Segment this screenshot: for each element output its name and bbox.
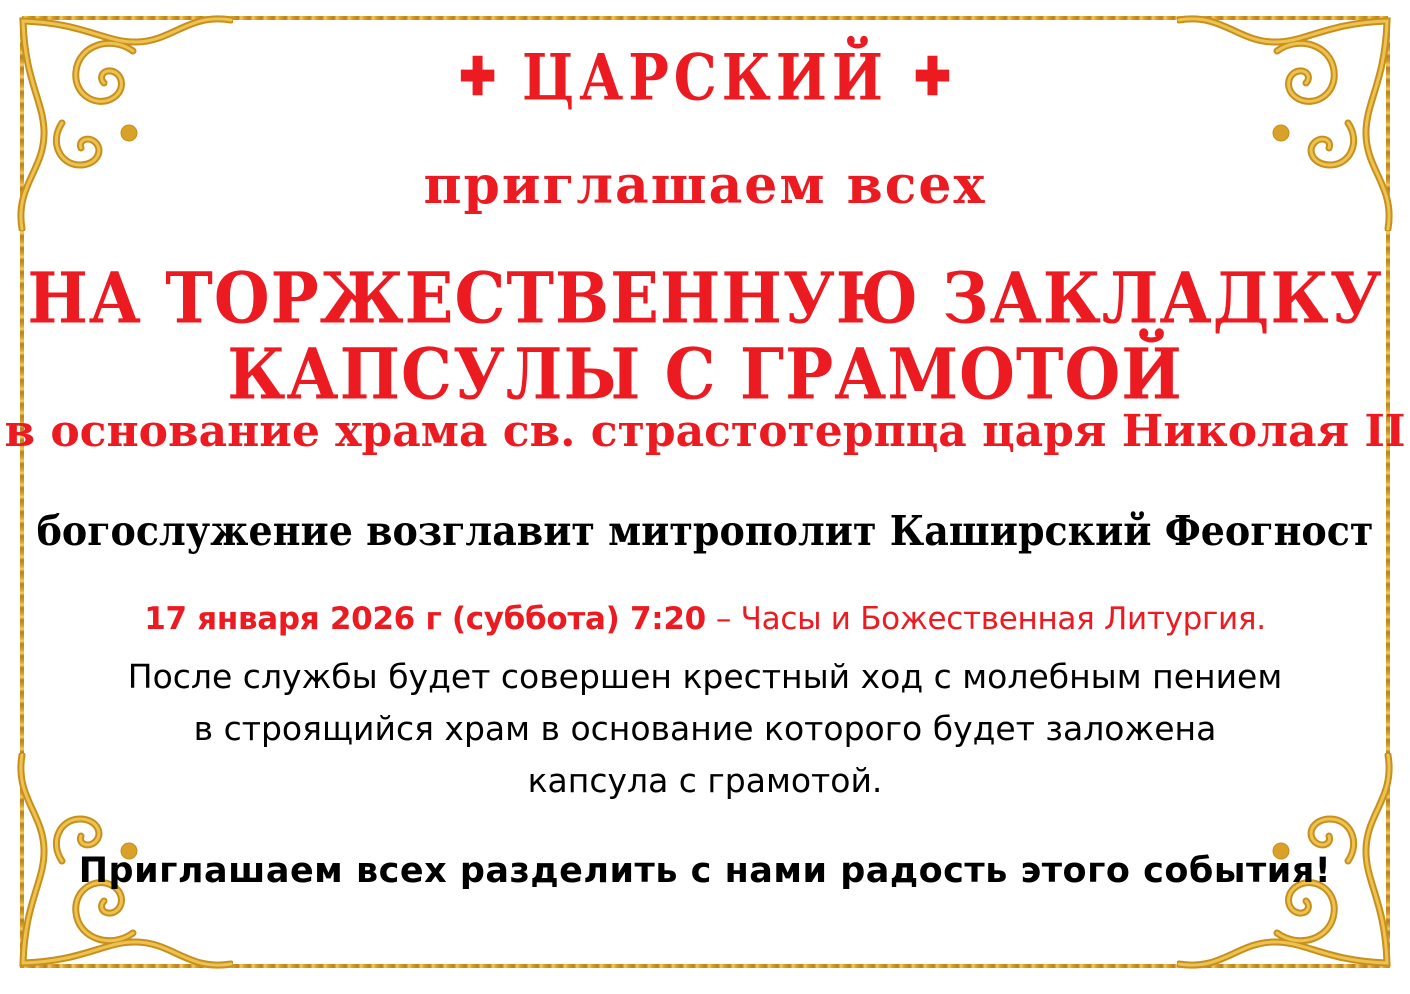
headline-line2: КАПСУЛЫ С ГРАМОТОЙ	[227, 333, 1183, 417]
closing-line: Приглашаем всех разделить с нами радость этого события!	[78, 850, 1332, 891]
officiant-line: богослужение возглавит митрополит Каширский Феогност	[36, 506, 1374, 555]
headline	[0, 257, 1410, 417]
schedule-service: – Часы и Божественная Литургия.	[715, 601, 1266, 638]
schedule-datetime: 17 января 2026 г (суббота) 7:20	[144, 601, 706, 638]
schedule-line	[0, 601, 1410, 638]
page-title-text: ЦАРСКИЙ	[522, 39, 888, 115]
cross-icon: ✚	[459, 47, 497, 108]
headline-subtitle: в основание храма св. страстотерпца царя Николая II	[4, 406, 1406, 458]
description-paragraph: После службы будет совершен крестный ход с молебным пением в строящийся храм в основание которого будет заложена капсула с грамотой.	[127, 657, 1283, 801]
page-title	[0, 39, 1410, 115]
headline-line1: НА ТОРЖЕСТВЕННУЮ ЗАКЛАДКУ	[27, 257, 1383, 341]
cross-icon: ✚	[913, 47, 951, 108]
subtitle-invitation: приглашаем всех	[423, 155, 987, 216]
